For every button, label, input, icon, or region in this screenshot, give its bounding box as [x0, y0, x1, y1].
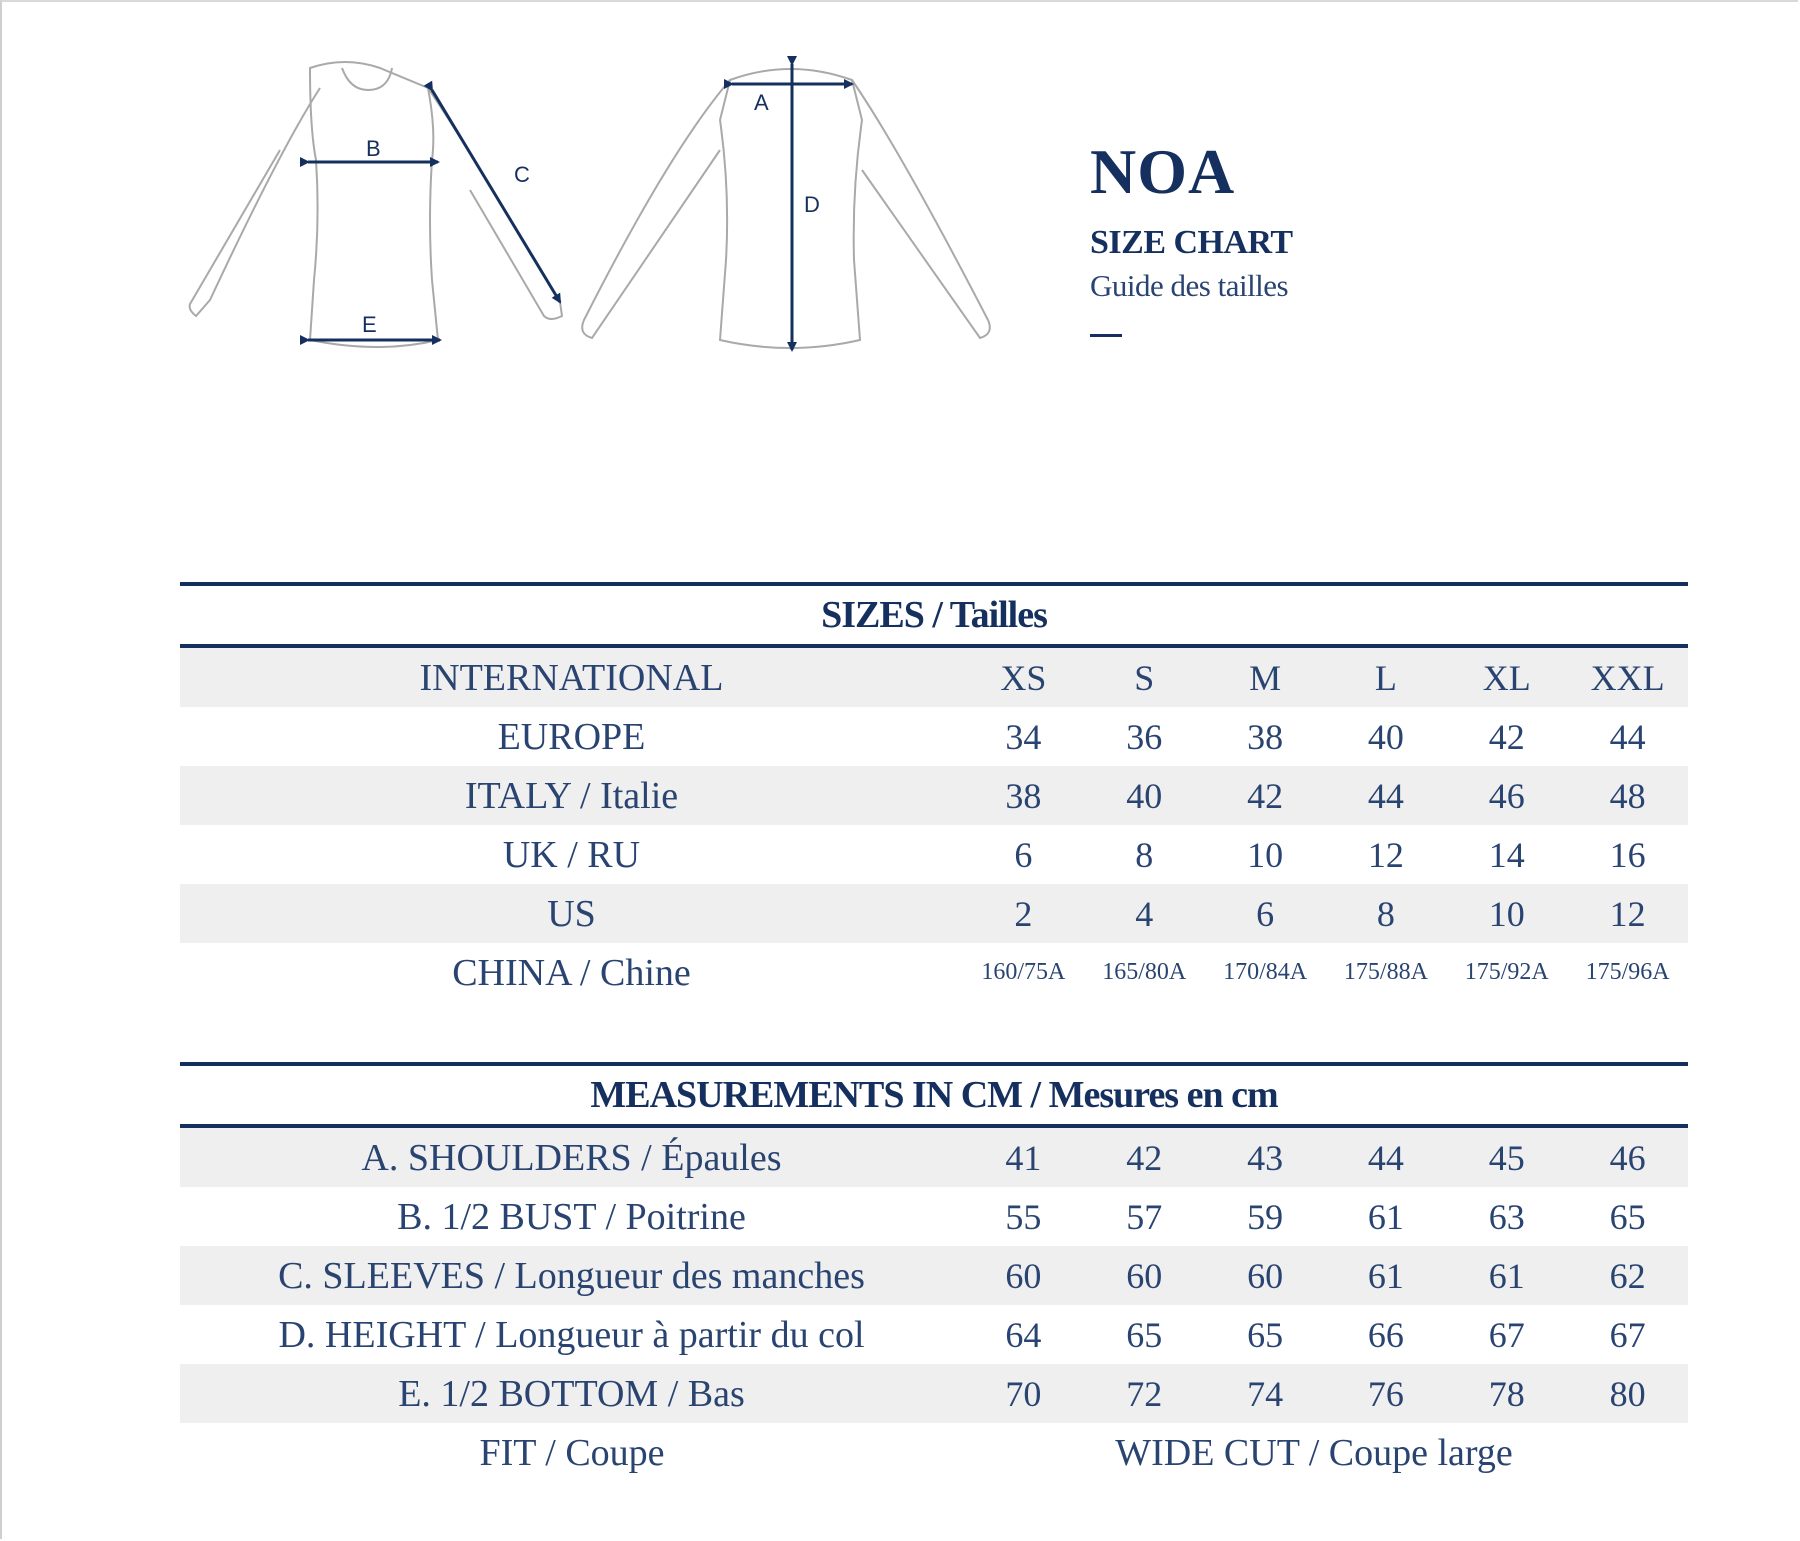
label-a: A — [754, 90, 769, 115]
table-cell: 74 — [1247, 1373, 1284, 1414]
table-cell: 12 — [1609, 893, 1646, 934]
garment-front-illustration — [170, 40, 580, 370]
table-cell: 72 — [1126, 1373, 1163, 1414]
table-row — [180, 825, 1688, 884]
table-row — [180, 1187, 1688, 1246]
table-cell: 38 — [1005, 775, 1042, 816]
sizes-title: SIZES / Tailles — [821, 594, 1047, 636]
label-d: D — [804, 192, 820, 217]
table-cell: 160/75A — [981, 959, 1066, 985]
table-cell: 45 — [1488, 1137, 1525, 1178]
table-cell: 66 — [1367, 1314, 1404, 1355]
table-cell: 42 — [1126, 1137, 1163, 1178]
table-cell: 41 — [1005, 1137, 1042, 1178]
row-label: INTERNATIONAL — [419, 656, 724, 699]
table-cell: 61 — [1367, 1255, 1404, 1296]
table-cell: 175/96A — [1585, 959, 1670, 985]
garment-back-illustration — [570, 40, 1010, 370]
sizes-table — [180, 582, 1688, 1002]
table-row — [180, 1305, 1688, 1364]
table-row — [180, 766, 1688, 825]
size-chart-title: SIZE CHART — [1090, 224, 1293, 261]
table-cell: XS — [1000, 657, 1047, 698]
table-cell: 10 — [1488, 893, 1525, 934]
row-label: D. HEIGHT / Longueur à partir du col — [278, 1313, 865, 1356]
label-c: C — [514, 162, 530, 187]
table-cell: 175/88A — [1343, 959, 1428, 985]
row-label: C. SLEEVES / Longueur des manches — [278, 1254, 865, 1297]
title-dash — [1090, 334, 1122, 337]
row-label: EUROPE — [497, 715, 646, 758]
table-row — [180, 1364, 1688, 1423]
label-b: B — [366, 136, 381, 161]
table-cell: 175/92A — [1464, 959, 1549, 985]
table-cell: 6 — [1014, 834, 1033, 875]
measurements-title: MEASUREMENTS IN CM / Mesures en cm — [590, 1074, 1278, 1116]
brand-title: NOA — [1090, 136, 1236, 207]
title-block — [1090, 136, 1293, 337]
table-cell: 76 — [1367, 1373, 1404, 1414]
table-cell: XL — [1482, 657, 1531, 698]
label-e: E — [362, 312, 377, 337]
table-cell: 55 — [1005, 1196, 1042, 1237]
table-cell: 48 — [1609, 775, 1646, 816]
row-label: ITALY / Italie — [464, 774, 679, 817]
fit-label: FIT / Coupe — [479, 1431, 665, 1474]
table-cell: 36 — [1126, 716, 1163, 757]
table-cell: 14 — [1488, 834, 1525, 875]
table-cell: 10 — [1247, 834, 1284, 875]
table-cell: 46 — [1488, 775, 1525, 816]
table-cell: 43 — [1247, 1137, 1284, 1178]
row-label: CHINA / Chine — [452, 951, 691, 994]
table-cell: 44 — [1367, 1137, 1404, 1178]
table-cell: 40 — [1367, 716, 1404, 757]
table-cell: 64 — [1005, 1314, 1042, 1355]
table-cell: S — [1134, 657, 1155, 698]
table-cell: M — [1249, 657, 1282, 698]
table-cell: 65 — [1609, 1196, 1646, 1237]
table-row — [180, 943, 1688, 1002]
table-cell: 6 — [1256, 893, 1275, 934]
table-cell: 170/84A — [1223, 959, 1308, 985]
table-cell: 78 — [1488, 1373, 1525, 1414]
size-chart-subtitle-fr: Guide des tailles — [1090, 268, 1289, 303]
table-cell: 46 — [1609, 1137, 1646, 1178]
table-cell: 60 — [1247, 1255, 1284, 1296]
table-cell: 62 — [1609, 1255, 1646, 1296]
table-cell: 44 — [1609, 716, 1646, 757]
row-label: E. 1/2 BOTTOM / Bas — [398, 1372, 745, 1415]
fit-row — [180, 1423, 1688, 1482]
table-row — [180, 1128, 1688, 1187]
row-label: UK / RU — [502, 833, 641, 876]
table-cell: 61 — [1488, 1255, 1525, 1296]
table-cell: 67 — [1488, 1314, 1525, 1355]
row-label: US — [547, 892, 596, 935]
table-cell: 40 — [1126, 775, 1163, 816]
table-cell: L — [1374, 657, 1397, 698]
table-cell: 65 — [1126, 1314, 1163, 1355]
table-cell: 57 — [1126, 1196, 1163, 1237]
table-cell: 34 — [1005, 716, 1042, 757]
table-cell: 63 — [1488, 1196, 1525, 1237]
row-label: B. 1/2 BUST / Poitrine — [397, 1195, 746, 1238]
fit-value: WIDE CUT / Coupe large — [1115, 1431, 1513, 1474]
measurements-table — [180, 1062, 1688, 1482]
table-cell: 8 — [1376, 893, 1395, 934]
table-cell: 38 — [1247, 716, 1284, 757]
table-cell: 4 — [1135, 893, 1154, 934]
row-label: A. SHOULDERS / Épaules — [361, 1136, 782, 1179]
table-cell: 65 — [1247, 1314, 1284, 1355]
table-cell: 80 — [1609, 1373, 1646, 1414]
table-cell: 60 — [1005, 1255, 1042, 1296]
table-cell: 8 — [1135, 834, 1154, 875]
table-cell: 61 — [1367, 1196, 1404, 1237]
table-cell: 59 — [1247, 1196, 1284, 1237]
table-cell: 67 — [1609, 1314, 1646, 1355]
table-cell: 44 — [1367, 775, 1404, 816]
table-cell: 16 — [1609, 834, 1646, 875]
table-cell: 165/80A — [1102, 959, 1187, 985]
table-cell: 70 — [1005, 1373, 1042, 1414]
table-row — [180, 884, 1688, 943]
table-cell: 60 — [1126, 1255, 1163, 1296]
table-cell: 42 — [1247, 775, 1284, 816]
table-row — [180, 1246, 1688, 1305]
table-cell: 12 — [1367, 834, 1404, 875]
table-cell: 42 — [1488, 716, 1525, 757]
table-cell: 2 — [1014, 893, 1033, 934]
table-row — [180, 648, 1688, 707]
table-cell: XXL — [1590, 657, 1665, 698]
table-row — [180, 707, 1688, 766]
